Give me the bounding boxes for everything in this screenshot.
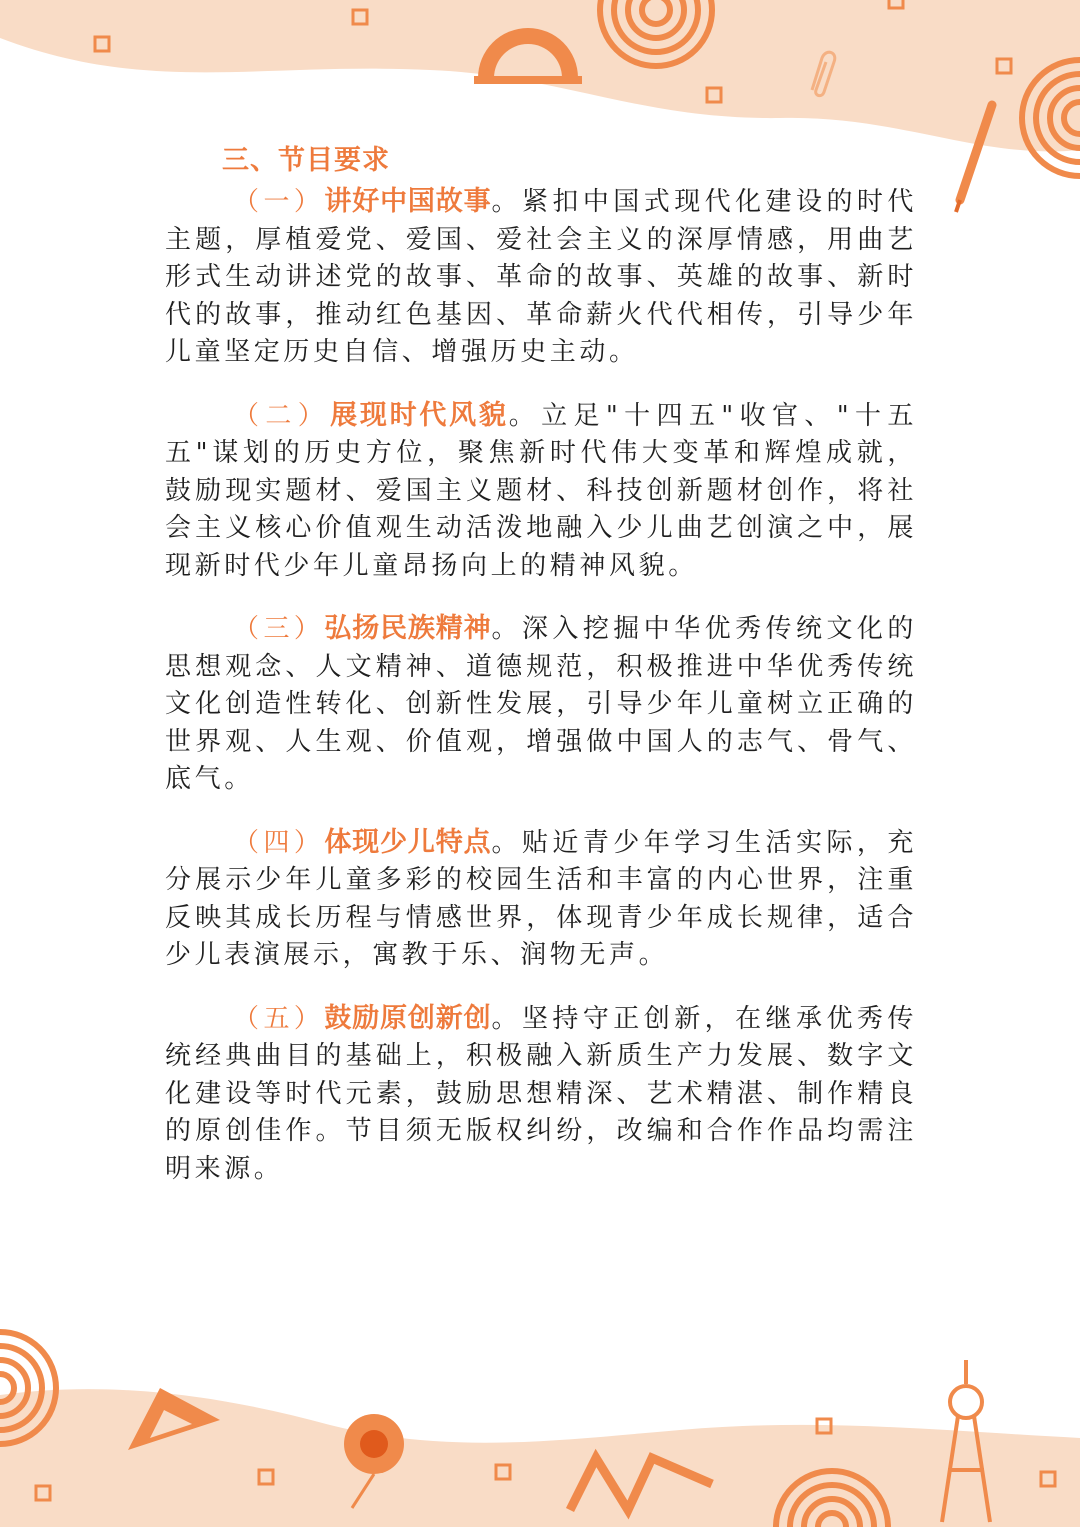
item-heading: 展现时代风貌 — [330, 399, 509, 431]
requirement-item-4 — [165, 824, 917, 975]
item-heading: 鼓励原创新创 — [324, 1002, 492, 1034]
item-number: （一） — [233, 187, 325, 217]
item-punct: 。 — [491, 827, 522, 858]
item-punct: 。 — [491, 614, 522, 644]
requirement-item-5 — [165, 1000, 917, 1189]
item-body: 贴近青少年学习生活实际，充分展示少年儿童多彩的校园生活和丰富的内心世界，注重反映其成长历程与情感世界，体现青少年成长规律，适合少儿表演展示，寓教于乐、润物无声。 — [165, 827, 917, 970]
item-body: 立足"十四五"收官、"十五五"谋划的历史方位，聚焦新时代伟大变革和辉煌成就，鼓励现实题材、爱国主义题材、科技创新题材创作，将社会主义核心价值观生动活泼地融入少儿曲艺创演之中，展现新时代少年儿童昂扬向上的精神风貌。 — [165, 400, 917, 581]
document-body — [165, 138, 917, 1188]
item-number: （五） — [233, 1003, 325, 1034]
item-body: 深入挖掘中华优秀传统文化的思想观念、人文精神、道德规范，积极推进中华优秀传统文化创造性转化、创新性发展，引导少年儿童树立正确的世界观、人生观、价值观，增强做中国人的志气、骨气、底气。 — [165, 614, 917, 794]
item-number: （四） — [233, 827, 325, 858]
item-number: （二） — [233, 400, 331, 431]
item-body: 坚持守正创新，在继承优秀传统经典曲目的基础上，积极融入新质生产力发展、数字文化建设等时代元素，鼓励思想精深、艺术精湛、制作精良的原创佳作。节目须无版权纠纷，改编和合作作品均需注明来源。 — [165, 1003, 917, 1184]
item-heading: 体现少儿特点 — [324, 826, 492, 858]
item-number: （三） — [233, 614, 325, 644]
requirement-item-3 — [165, 610, 917, 799]
item-punct: 。 — [508, 400, 542, 431]
item-punct: 。 — [491, 1003, 522, 1034]
section-title: 三、节目要求 — [222, 145, 390, 176]
item-punct: 。 — [491, 187, 522, 217]
item-heading: 讲好中国故事 — [324, 186, 492, 217]
item-body: 紧扣中国式现代化建设的时代主题，厚植爱党、爱国、爱社会主义的深厚情感，用曲艺形式生动讲述党的故事、革命的故事、英雄的故事、新时代的故事，推动红色基因、革命薪火代代相传，引导少年儿童坚定历史自信、增强历史主动。 — [165, 187, 917, 367]
requirement-item-2 — [165, 397, 917, 586]
item-heading: 弘扬民族精神 — [324, 613, 492, 644]
requirement-item-1 — [165, 183, 917, 372]
